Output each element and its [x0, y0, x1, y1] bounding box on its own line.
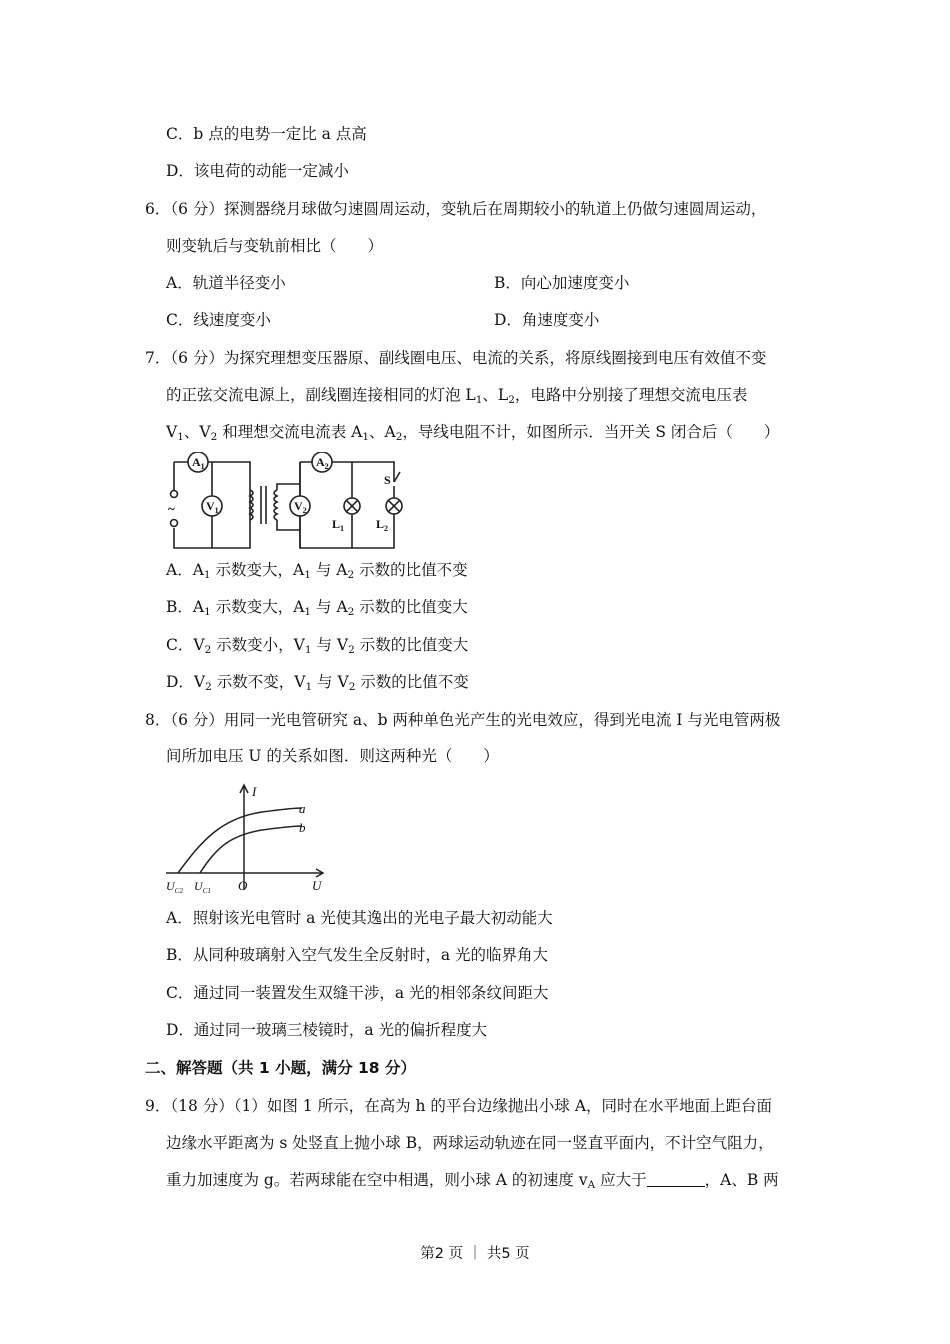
q6-stem-line2: 则变轨后与变轨前相比（ ）	[166, 237, 384, 255]
q9-stem-line3: 重力加速度为 g。若两球能在空中相遇，则小球 A 的初速度 $v_A$ 应大于 ，A、B 两	[166, 1171, 779, 1191]
q6-option-a: A．轨道半径变小	[166, 274, 286, 292]
q8-stem-line1: 8．（6 分）用同一光电管研究 a、b 两种单色光产生的光电效应，得到光电流 I 与光电管两极	[145, 711, 781, 729]
answer-blank[interactable]	[647, 1172, 705, 1187]
q7-option-a: A．$A_1$ 示数变大，$A_1$ 与 $A_2$ 示数的比值不变	[166, 561, 468, 581]
curve-b-label: b	[299, 820, 306, 835]
lamp-l2-label: $L_2$	[376, 517, 389, 533]
q5-option-d: D．该电荷的动能一定减小	[166, 162, 349, 180]
ammeter-a1-label: $A_1$	[192, 455, 205, 471]
q8-stem-line2: 间所加电压 U 的关系如图．则这两种光（ ）	[166, 747, 499, 765]
q7-option-b: B．$A_1$ 示数变大，$A_1$ 与 $A_2$ 示数的比值变大	[166, 598, 468, 618]
uc1-label: $U_{C1}$	[194, 879, 211, 895]
u-axis-label: U	[312, 878, 322, 893]
q7-option-d: D．$V_2$ 示数不变，$V_1$ 与 $V_2$ 示数的比值不变	[166, 673, 469, 693]
q6-option-d: D．角速度变小	[494, 311, 600, 329]
q8-option-c: C．通过同一装置发生双缝干涉，a 光的相邻条纹间距大	[166, 984, 549, 1002]
q9-stem-line1: 9．（18 分）（1）如图 1 所示，在高为 h 的平台边缘抛出小球 A，同时在水平地面上距台面	[145, 1097, 773, 1115]
i-axis-label: I	[252, 784, 257, 799]
q8-option-d: D．通过同一玻璃三棱镜时，a 光的偏折程度大	[166, 1021, 488, 1039]
uc2-label: $U_{C2}$	[166, 879, 183, 895]
q6-option-c: C．线速度变小	[166, 311, 271, 329]
photocurrent-iu-graph	[162, 780, 332, 898]
q7-stem-line1: 7．（6 分）为探究理想变压器原、副线圈电压、电流的关系，将原线圈接到电压有效值不变	[145, 349, 767, 367]
q9-stem-line2: 边缘水平距离为 s 处竖直上抛小球 B，两球运动轨迹在同一竖直平面内，不计空气阻力，	[166, 1134, 774, 1152]
voltmeter-v2-label: $V_2$	[294, 499, 307, 515]
q7-option-c: C．$V_2$ 示数变小，$V_1$ 与 $V_2$ 示数的比值变大	[166, 636, 469, 656]
q7-stem-line3: $V_1$、$V_2$ 和理想交流电流表 $A_1$、$A_2$，导线电阻不计，如图所示．当开关 S 闭合后（ ）	[166, 423, 780, 443]
q8-option-a: A．照射该光电管时 a 光使其逸出的光电子最大初动能大	[166, 909, 553, 927]
section-heading: 二、解答题（共 1 小题，满分 18 分）	[145, 1059, 416, 1077]
q6-option-b: B．向心加速度变小	[494, 274, 630, 292]
curve-a	[178, 808, 302, 873]
lamp-l1-label: $L_1$	[332, 517, 345, 533]
ammeter-a2-label: $A_2$	[316, 455, 329, 471]
origin-label: O	[238, 878, 248, 893]
q6-stem-line1: 6．（6 分）探测器绕月球做匀速圆周运动，变轨后在周期较小的轨道上仍做匀速圆周运动，	[145, 200, 767, 218]
curve-a-label: a	[299, 801, 306, 816]
curve-b	[200, 826, 302, 873]
page-footer: 第2 页 ｜ 共5 页	[420, 1246, 530, 1262]
ac-source-symbol: ~	[168, 501, 175, 516]
q5-option-c: C．b 点的电势一定比 a 点高	[166, 125, 367, 143]
q8-option-b: B．从同种玻璃射入空气发生全反射时，a 光的临界角大	[166, 946, 549, 964]
transformer-circuit-diagram	[164, 452, 414, 552]
switch-s-label: S	[384, 473, 391, 487]
voltmeter-v1-label: $V_1$	[206, 499, 219, 515]
q7-stem-line2: 的正弦交流电源上，副线圈连接相同的灯泡 $L_1$、$L_2$，电路中分别接了理想交流电压表	[166, 386, 748, 406]
